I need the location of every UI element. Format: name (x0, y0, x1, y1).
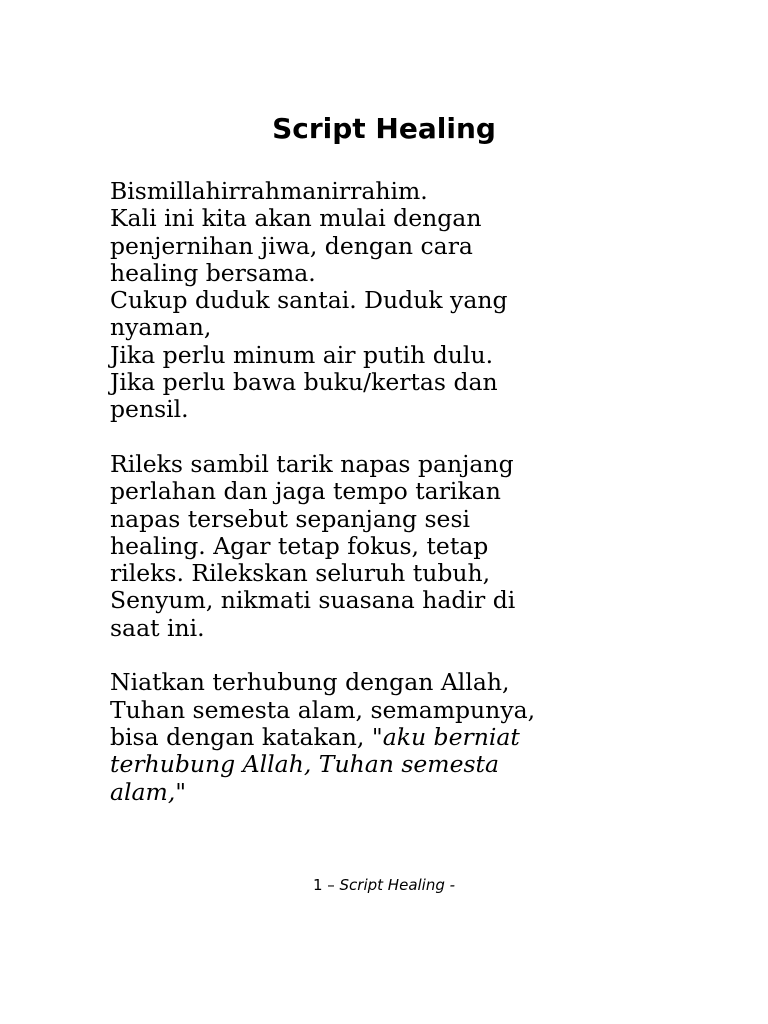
text-line: napas tersebut sepanjang sesi (110, 504, 471, 533)
text-line: penjernihan jiwa, dengan cara (110, 231, 473, 260)
text-segment: " (175, 777, 187, 806)
text-line: Jika perlu bawa buku/kertas dan (110, 368, 498, 397)
text-line: Senyum, nikmati suasana hadir di (110, 586, 516, 615)
italic-quote: alam, (110, 777, 176, 806)
text-line: pensil. (110, 395, 189, 424)
text-line: Rileks sambil tarik napas panjang (110, 449, 514, 478)
text-line (110, 724, 700, 751)
page-number: 1 (312, 876, 323, 894)
paragraph-breathing (110, 451, 700, 642)
text-line: perlahan dan jaga tempo tarikan (110, 477, 501, 506)
text-line (110, 779, 700, 806)
text-line: Jika perlu minum air putih dulu. (110, 340, 494, 369)
text-line: saat ini. (110, 613, 205, 642)
text-line: healing. Agar tetap fokus, tetap (110, 531, 489, 560)
text-line: Bismillahirrahmanirrahim. (110, 177, 428, 205)
text-segment: bisa dengan katakan, " (110, 722, 383, 751)
page-footer (0, 874, 768, 896)
page-title: Script Healing (272, 112, 496, 145)
paragraph-gap (110, 424, 700, 451)
paragraph-intention (110, 669, 700, 805)
italic-quote: terhubung Allah, Tuhan semesta (110, 750, 500, 779)
text-line: rileks. Rilekskan seluruh tubuh, (110, 559, 491, 588)
footer-label: Script Healing - (339, 876, 456, 894)
footer-dash: – (322, 876, 340, 894)
italic-quote: aku berniat (382, 722, 520, 751)
text-line: Cukup duduk santai. Duduk yang (110, 286, 508, 315)
paragraph-gap (110, 642, 700, 669)
text-line: nyaman, (110, 313, 212, 342)
text-line: healing bersama. (110, 258, 316, 287)
text-line: Kali ini kita akan mulai dengan (110, 204, 482, 233)
paragraph-intro (110, 178, 700, 424)
text-line: Niatkan terhubung dengan Allah, (110, 668, 510, 697)
body-text (110, 178, 700, 806)
text-line: Tuhan semesta alam, semampunya, (110, 695, 536, 724)
